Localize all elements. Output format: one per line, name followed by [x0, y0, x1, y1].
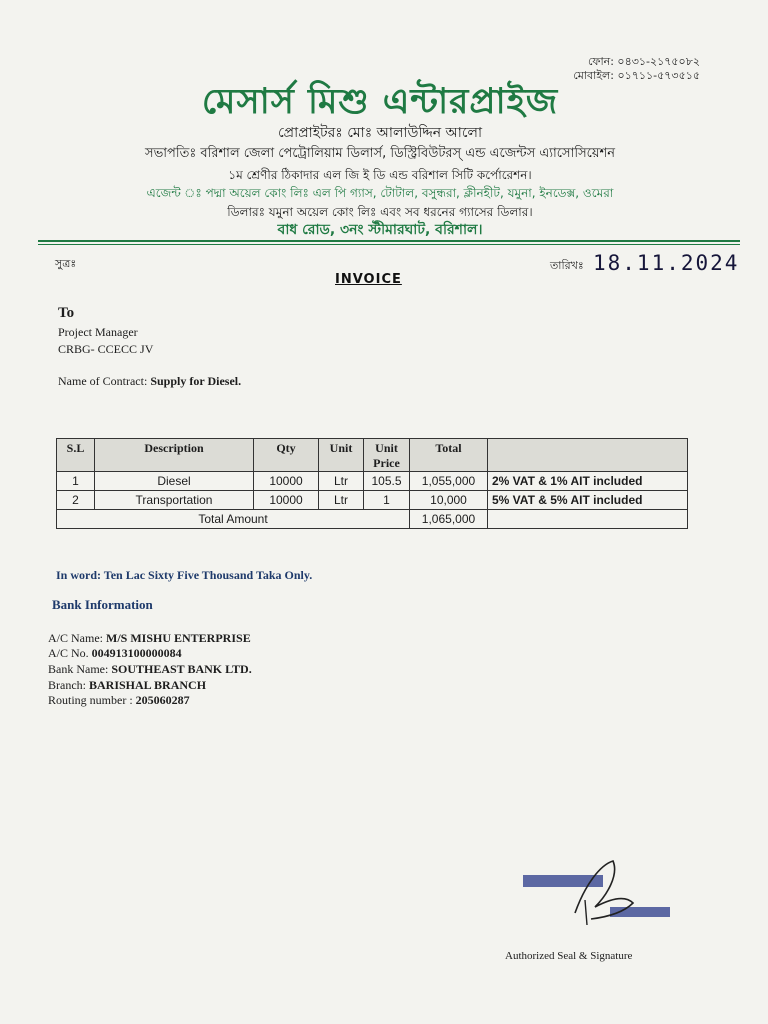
total-row	[57, 510, 688, 529]
phone-number: ফোন: ০৪৩১-২১৭৫০৮২	[587, 55, 700, 68]
company-address: বাধ রোড, ৩নং স্টীমারঘাট, বরিশাল।	[277, 222, 483, 238]
letterhead-divider-thin	[38, 244, 740, 245]
total-label: Total Amount	[57, 510, 410, 529]
recipient-organization: CRBG- CCECC JV	[58, 342, 154, 356]
account-name	[48, 631, 251, 646]
routing-value: 205060287	[135, 693, 190, 707]
branch-label: Branch:	[48, 678, 89, 692]
header-description: Description	[95, 439, 254, 472]
row-note: 2% VAT & 1% AIT included	[488, 472, 688, 491]
row-qty: 10000	[254, 491, 319, 510]
contractor-line: ১ম শ্রেণীর ঠিকাদার এল জি ই ডি এন্ড বরিশাল সিটি কর্পোরেশন।	[228, 168, 532, 182]
president-line: সভাপতিঃ বরিশাল জেলা পেট্রোলিয়াম ডিলার্স, ডিস্ট্রিবিউটরস্ এন্ড এজেন্টস এ্যাসোসিয়েশন	[144, 146, 616, 161]
account-number-value: 004913100000084	[91, 646, 182, 660]
signature-icon	[515, 855, 675, 935]
bank-name-value: SOUTHEAST BANK LTD.	[111, 662, 252, 676]
total-note	[488, 510, 688, 529]
row-sl: 2	[57, 491, 95, 510]
header-unit-price: Unit Price	[364, 439, 410, 472]
row-description: Transportation	[95, 491, 254, 510]
company-name: মেসার্স মিশু এন্টারপ্রাইজ	[201, 82, 559, 122]
header-total: Total	[410, 439, 488, 472]
bank-name	[48, 662, 252, 677]
account-number	[48, 646, 182, 661]
table-row	[57, 472, 688, 491]
row-qty: 10000	[254, 472, 319, 491]
account-name-label: A/C Name:	[48, 631, 106, 645]
proprietor-line: প্রোপ্রাইটরঃ মোঃ আলাউদ্দিন আলো	[278, 125, 482, 141]
row-total: 1,055,000	[410, 472, 488, 491]
letterhead-divider	[38, 240, 740, 242]
row-unit-price: 105.5	[364, 472, 410, 491]
dealer-line: ডিলারঃ যমুনা অয়েল কোং লিঃ এবং সব ধরনের গ্যাসের ডিলার।	[227, 205, 533, 219]
header-sl: S.L	[57, 439, 95, 472]
mobile-number: মোবাইল: ০১৭১১-৫৭৩৫১৫	[573, 69, 700, 82]
contract-value: Supply for Diesel.	[150, 374, 242, 388]
row-note: 5% VAT & 5% AIT included	[488, 491, 688, 510]
row-total: 10,000	[410, 491, 488, 510]
contract-label: Name of Contract:	[58, 374, 151, 388]
branch	[48, 678, 206, 693]
account-number-label: A/C No.	[48, 646, 92, 660]
table-header-row	[57, 439, 688, 472]
invoice-table	[56, 438, 688, 529]
total-value: 1,065,000	[410, 510, 488, 529]
reference-label: সুত্রঃ	[55, 257, 77, 270]
recipient-heading: To	[58, 305, 75, 321]
routing-label: Routing number :	[48, 693, 136, 707]
recipient-title: Project Manager	[58, 325, 138, 339]
header-qty: Qty	[254, 439, 319, 472]
contract-name	[58, 374, 241, 389]
header-note	[488, 439, 688, 472]
row-unit-price: 1	[364, 491, 410, 510]
date-label: তারিখঃ	[550, 259, 584, 272]
bank-name-label: Bank Name:	[48, 662, 112, 676]
contact-numbers	[573, 55, 700, 83]
table-row	[57, 491, 688, 510]
seal-and-signature	[515, 855, 675, 935]
bank-info-heading: Bank Information	[52, 597, 153, 612]
account-name-value: M/S MISHU ENTERPRISE	[106, 631, 251, 645]
amount-in-words: In word: Ten Lac Sixty Five Thousand Taka Only.	[56, 568, 313, 582]
signature-label: Authorized Seal & Signature	[505, 950, 633, 962]
header-unit: Unit	[319, 439, 364, 472]
row-unit: Ltr	[319, 491, 364, 510]
document-title: INVOICE	[335, 272, 402, 287]
row-unit: Ltr	[319, 472, 364, 491]
branch-value: BARISHAL BRANCH	[89, 678, 207, 692]
row-description: Diesel	[95, 472, 254, 491]
row-sl: 1	[57, 472, 95, 491]
routing-number	[48, 693, 190, 708]
date-value: 18.11.2024	[593, 251, 740, 275]
agent-line: এজেন্ট ঃ পদ্মা অয়েল কোং লিঃ এল পি গ্যাস, টোটাল, বসুন্ধরা, ক্লীনহীট, যমুনা, ইনডেক্স, ওমেরা	[146, 186, 614, 200]
